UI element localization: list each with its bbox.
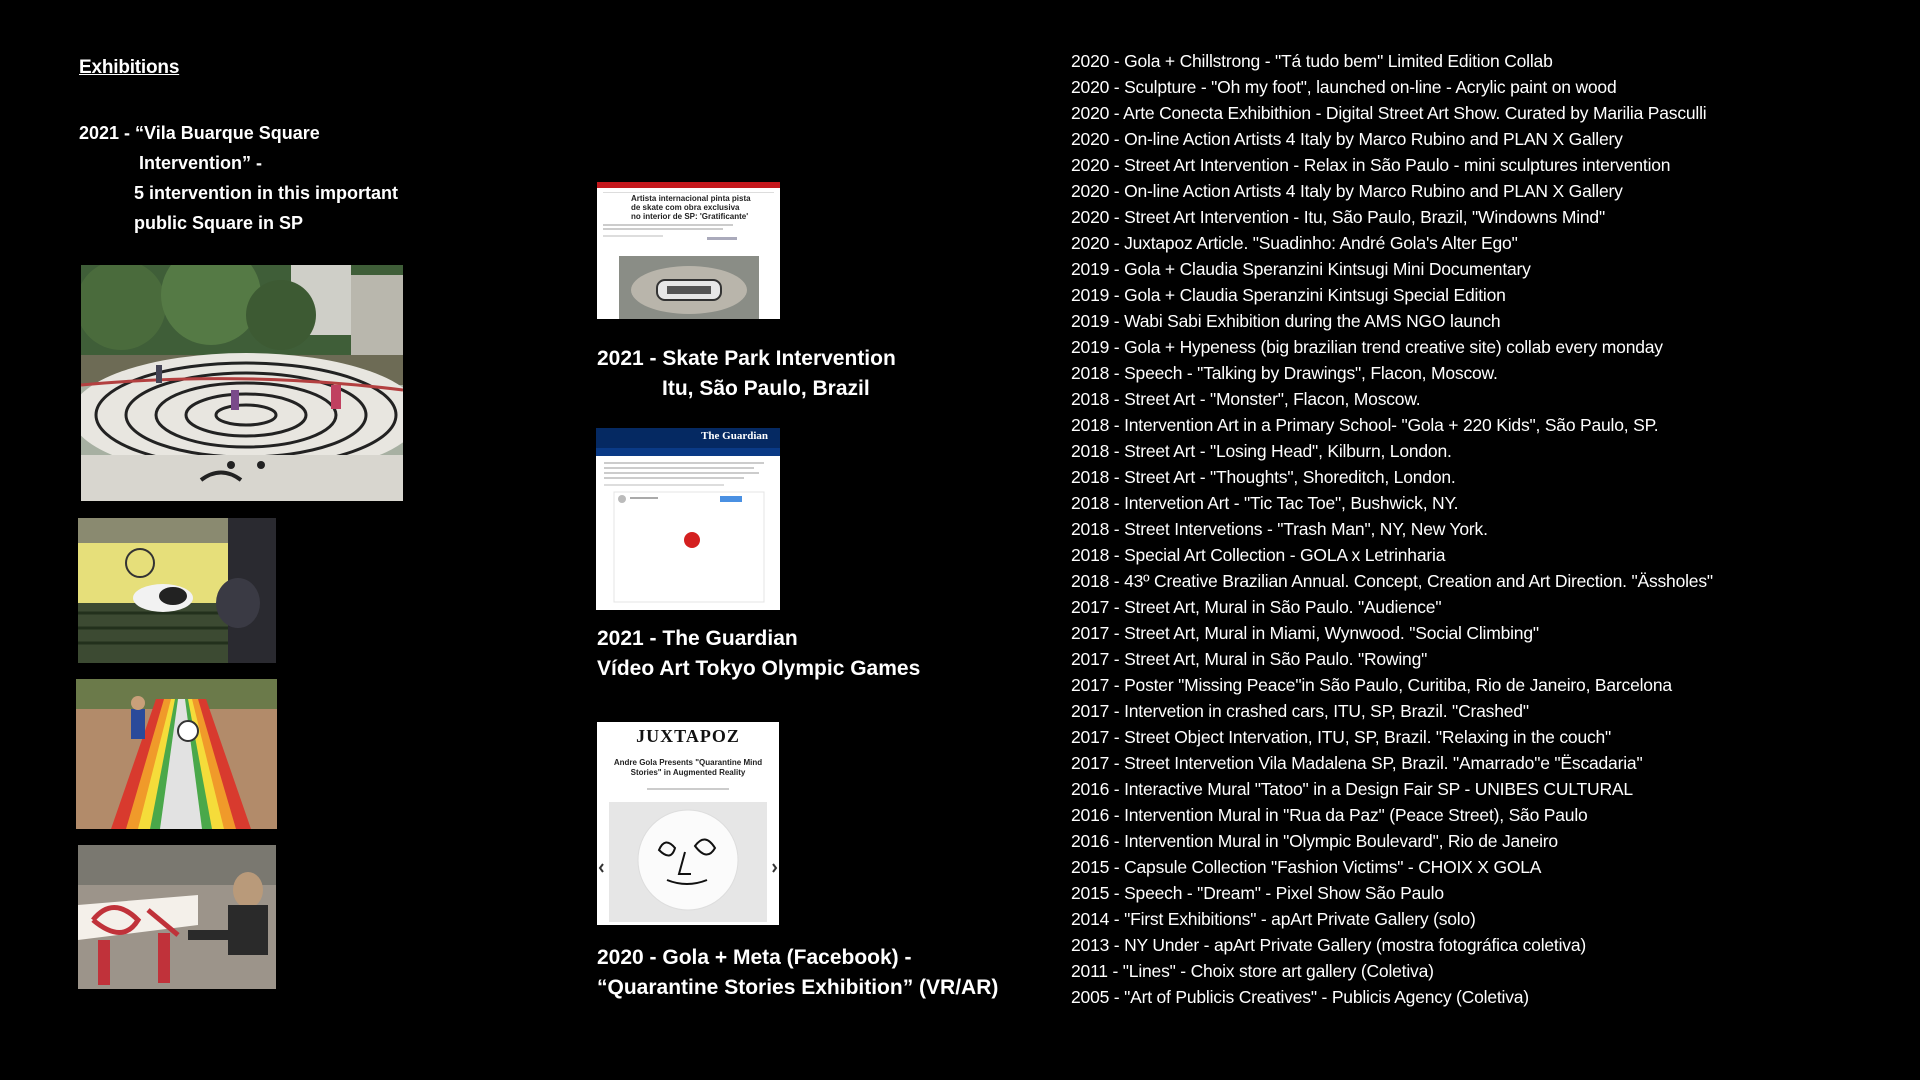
vila-caption-line: 2021 - “Vila Buarque Square <box>79 123 320 143</box>
exhibition-item: 2015 - Speech - "Dream" - Pixel Show São Paulo <box>1071 883 1444 903</box>
skate-article-headline: Artista internacional pinta pista de skate com obra exclusiva no interior de SP: 'Gratificante' <box>631 194 751 221</box>
vila-caption-line: Intervention” - <box>139 153 263 173</box>
exhibition-item: 2019 - Gola + Claudia Speranzini Kintsugi Mini Documentary <box>1071 259 1531 279</box>
exhibition-item: 2017 - Street Object Intervation, ITU, SP, Brazil. "Relaxing in the couch" <box>1071 727 1612 747</box>
exhibition-item: 2017 - Street Art, Mural in São Paulo. "Audience" <box>1071 597 1442 617</box>
juxtapoz-article-thumbnail <box>597 722 779 925</box>
exhibition-item: 2018 - Special Art Collection - GOLA x Letrinharia <box>1071 545 1446 565</box>
exhibition-item: 2019 - Gola + Claudia Speranzini Kintsugi Special Edition <box>1071 285 1506 305</box>
exhibition-item: 2016 - Interactive Mural "Tatoo" in a Design Fair SP - UNIBES CULTURAL <box>1071 779 1633 799</box>
juxtapoz-caption-line: “Quarantine Stories Exhibition” (VR/AR) <box>597 976 999 999</box>
exhibition-item: 2018 - Street Intervetions - "Trash Man", NY, New York. <box>1071 519 1488 539</box>
exhibition-item: 2020 - Sculpture - "Oh my foot", launched on-line - Acrylic paint on wood <box>1071 77 1617 97</box>
exhibition-item: 2017 - Street Intervetion Vila Madalena SP, Brazil. "Amarrado"e "Ëscadaria" <box>1071 753 1643 773</box>
vila-caption-line: public Square in SP <box>134 213 304 233</box>
exhibition-item: 2011 - "Lines" - Choix store art gallery (Coletiva) <box>1071 961 1434 981</box>
juxtapoz-caption-line: 2020 - Gola + Meta (Facebook) - <box>597 946 912 969</box>
exhibition-item: 2015 - Capsule Collection "Fashion Victims" - CHOIX X GOLA <box>1071 857 1542 877</box>
juxtapoz-masthead: JUXTAPOZ <box>636 726 740 746</box>
exhibition-item: 2017 - Intervetion in crashed cars, ITU, SP, Brazil. "Crashed" <box>1071 701 1529 721</box>
skate-park-caption <box>597 344 896 404</box>
exhibition-item: 2020 - On-line Action Artists 4 Italy by Marco Rubino and PLAN X Gallery <box>1071 181 1623 201</box>
exhibition-item: 2019 - Wabi Sabi Exhibition during the AMS NGO launch <box>1071 311 1501 331</box>
exhibition-item: 2020 - Street Art Intervention - Relax in São Paulo - mini sculptures intervention <box>1071 155 1671 175</box>
exhibition-item: 2018 - 43º Creative Brazilian Annual. Concept, Creation and Art Direction. "Ässholes" <box>1071 571 1713 591</box>
guardian-article-thumbnail <box>596 428 780 610</box>
exhibition-item: 2020 - Street Art Intervention - Itu, São Paulo, Brazil, "Windowns Mind" <box>1071 207 1605 227</box>
exhibition-item: 2018 - Speech - "Talking by Drawings", Flacon, Moscow. <box>1071 363 1498 383</box>
photo-painted-bench <box>78 845 276 989</box>
guardian-caption <box>597 624 920 684</box>
skate-caption-line: 2021 - Skate Park Intervention <box>597 347 896 370</box>
exhibition-item: 2017 - Street Art, Mural in São Paulo. "Rowing" <box>1071 649 1428 669</box>
skate-caption-line: Itu, São Paulo, Brazil <box>662 377 870 400</box>
juxtapoz-headline: Andre Gola Presents "Quarantine Mind Stories" in Augmented Reality <box>613 758 763 777</box>
exhibition-item: 2018 - Intervetion Art - "Tic Tac Toe", Bushwick, NY. <box>1071 493 1459 513</box>
exhibition-item: 2016 - Intervention Mural in "Olympic Boulevard", Rio de Janeiro <box>1071 831 1558 851</box>
exhibition-item: 2018 - Street Art - "Thoughts", Shoreditch, London. <box>1071 467 1456 487</box>
juxtapoz-caption <box>597 943 998 1003</box>
exhibition-item: 2018 - Street Art - "Monster", Flacon, Moscow. <box>1071 389 1421 409</box>
exhibition-item: 2018 - Intervention Art in a Primary School- "Gola + 220 Kids", São Paulo, SP. <box>1071 415 1659 435</box>
exhibitions-list <box>1071 48 1713 1010</box>
exhibition-item: 2020 - On-line Action Artists 4 Italy by Marco Rubino and PLAN X Gallery <box>1071 129 1623 149</box>
guardian-masthead: The Guardian <box>701 430 768 442</box>
exhibition-item: 2005 - "Art of Publicis Creatives" - Publicis Agency (Coletiva) <box>1071 987 1529 1007</box>
exhibition-item: 2019 - Gola + Hypeness (big brazilian trend creative site) collab every monday <box>1071 337 1663 357</box>
vila-caption-line: 5 intervention in this important <box>134 183 399 203</box>
guardian-caption-line: Vídeo Art Tokyo Olympic Games <box>597 657 921 680</box>
exhibition-item: 2017 - Street Art, Mural in Miami, Wynwood. "Social Climbing" <box>1071 623 1539 643</box>
exhibition-item: 2017 - Poster "Missing Peace"in São Paulo, Curitiba, Rio de Janeiro, Barcelona <box>1071 675 1672 695</box>
photo-rainbow-path <box>76 679 277 829</box>
exhibition-item: 2018 - Street Art - "Losing Head", Kilburn, London. <box>1071 441 1452 461</box>
exhibitions-heading: Exhibitions <box>79 57 180 78</box>
exhibition-item: 2014 - "First Exhibitions" - apArt Private Gallery (solo) <box>1071 909 1476 929</box>
exhibition-item: 2020 - Gola + Chillstrong - "Tá tudo bem" Limited Edition Collab <box>1071 51 1553 71</box>
photo-vila-square-spiral <box>81 265 403 501</box>
photo-bench-dog <box>78 518 276 663</box>
exhibition-item: 2013 - NY Under - apArt Private Gallery (mostra fotográfica coletiva) <box>1071 935 1586 955</box>
vila-buarque-caption <box>79 118 398 238</box>
guardian-caption-line: 2021 - The Guardian <box>597 627 798 650</box>
skate-park-article-thumbnail <box>597 182 780 319</box>
exhibition-item: 2020 - Juxtapoz Article. "Suadinho: André Gola's Alter Ego" <box>1071 233 1518 253</box>
exhibition-item: 2020 - Arte Conecta Exhibithion - Digital Street Art Show. Curated by Marilia Pasculli <box>1071 103 1707 123</box>
exhibition-item: 2016 - Intervention Mural in "Rua da Paz" (Peace Street), São Paulo <box>1071 805 1588 825</box>
